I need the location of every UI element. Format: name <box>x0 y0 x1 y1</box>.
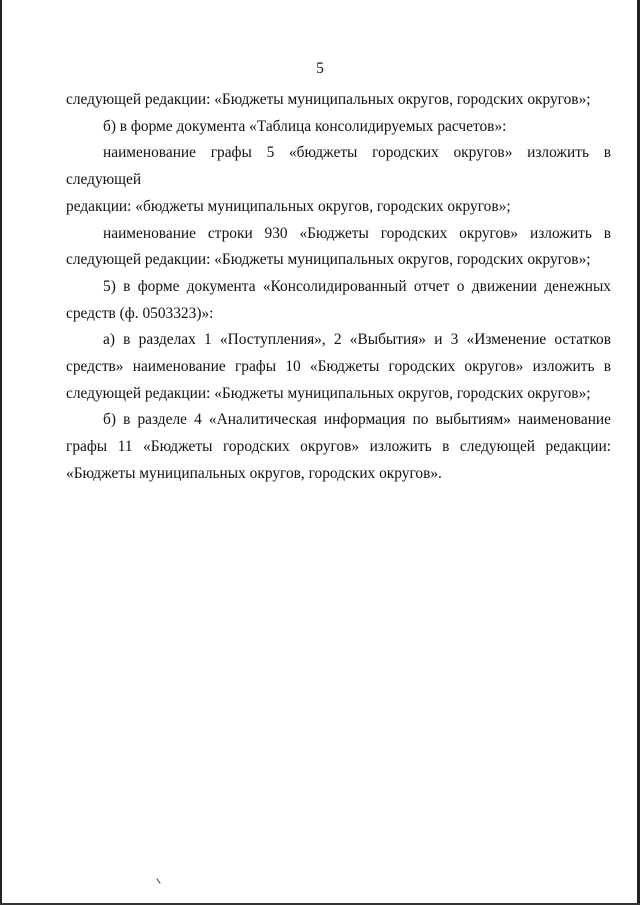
text-line: следующей редакции: «Бюджеты муниципальных округов, городских округов»; <box>66 384 591 402</box>
page-number: 5 <box>316 60 324 77</box>
scan-speck <box>156 878 160 883</box>
text-line: 5) в форме документа «Консолидированный отчет о движении денежных <box>103 277 611 295</box>
text-line: следующей редакции: «Бюджеты муниципальных округов, городских округов»; <box>66 91 591 108</box>
text-line: «Бюджеты муниципальных округов, городских округов». <box>66 464 442 482</box>
text-line: а) в разделах 1 «Поступления», 2 «Выбытия» и 3 «Изменение остатков <box>103 331 611 349</box>
text-line: наименование графы 5 «бюджеты городских округов» изложить в следующей <box>66 144 611 189</box>
document-body <box>66 87 611 488</box>
text-line: средств (ф. 0503323)»: <box>66 304 214 322</box>
text-line: графы 11 «Бюджеты городских округов» изложить в следующей редакции: <box>66 438 611 456</box>
text-line: наименование строки 930 «Бюджеты городских округов» изложить в <box>103 224 611 242</box>
text-line: средств» наименование графы 10 «Бюджеты городских округов» изложить в <box>66 358 611 376</box>
scan-edge-left <box>0 0 2 905</box>
text-line: б) в разделе 4 «Аналитическая информация по выбытиям» наименование <box>103 411 611 429</box>
text-line: редакции: «бюджеты муниципальных округов, городских округов»; <box>66 197 511 215</box>
text-line: б) в форме документа «Таблица консолидируемых расчетов»: <box>103 117 507 135</box>
text-line: следующей редакции: «Бюджеты муниципальных округов, городских округов»; <box>66 251 591 269</box>
